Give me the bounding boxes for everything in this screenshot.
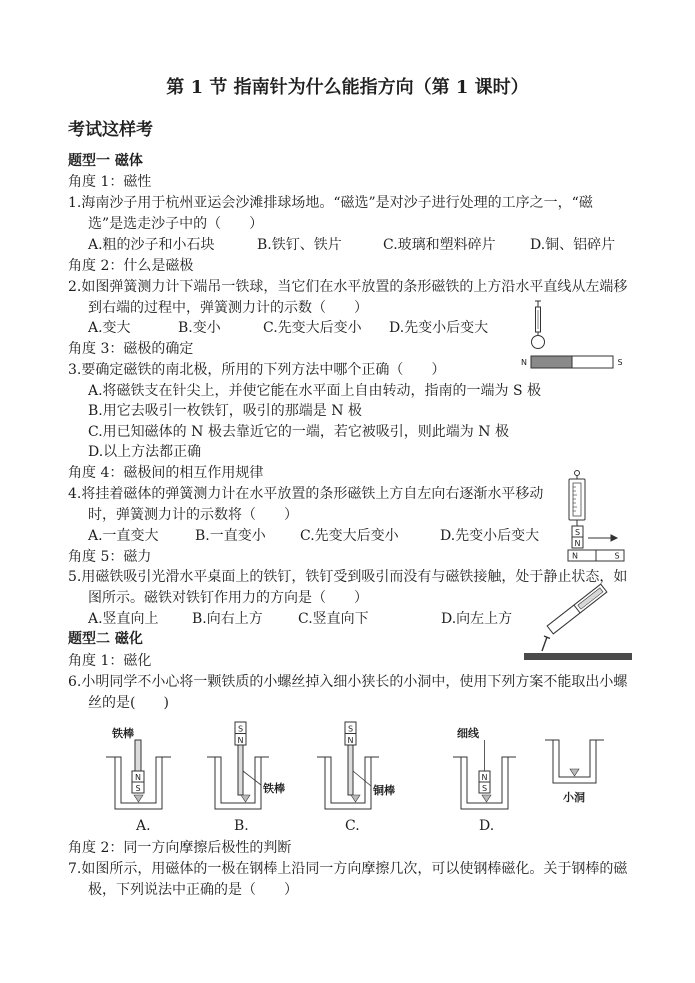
q7-angle: 角度 2：同一方向摩擦后极性的判断 [68,840,292,856]
q7-stem-line2: 极，下列说法中正确的是（ ） [88,882,298,898]
iron-nail [542,636,550,651]
move-right-arrow-icon [588,535,617,541]
q6-figure-c [317,722,395,809]
q1-option-b: B.铁钉、铁片 [257,237,342,253]
q2-angle: 角度 2：什么是磁极 [68,258,194,274]
q3-option-d: D.以上方法都正确 [88,444,202,460]
magnet-top-pole: S [237,724,244,734]
q2-figure [521,301,623,368]
q3-option-a: A.将磁铁支在针尖上，并使它能在水平面上自由转动，指南的一端为 S 极 [88,383,542,399]
q6-figure-hole [545,740,604,804]
q6-stem-line1: 6.小明同学不小心将一颗铁质的小螺丝掉入细小狭长的小洞中，使用下列方案不能取出小螺 [68,674,628,690]
q5-figure [524,584,632,660]
copper-rod [348,745,353,795]
magnet-top-pole: N [135,773,141,782]
screw [241,795,250,802]
q1-option-a: A.粗的沙子和小石块 [88,237,215,253]
iron-rod-label: 铁棒 [263,782,285,795]
q3-angle: 角度 3：磁极的确定 [68,341,194,357]
bar-magnet-right-pole: S [614,551,620,561]
iron-rod-label: 铁棒 [112,727,134,740]
copper-rod-label: 铜棒 [373,784,395,797]
q6-choice-d: D. [479,818,495,834]
q3-stem-line1: 3.要确定磁铁的南北极，所用的下列方法中哪个正确（ ） [68,362,446,378]
q4-stem-line1: 4.将挂着磁体的弹簧测力计在水平放置的条形磁铁上方自左向右逐渐水平移动 [68,486,544,502]
q6-choice-a: A. [136,818,151,834]
screw [351,795,360,802]
magnet-bottom-pole: N [347,736,354,745]
q5-stem-line2: 图所示。磁铁对铁钉作用力的方向是（ ） [88,590,368,606]
hanging-magnet-top-pole: S [574,528,581,537]
q1-stem-line2: 选”是选走沙子中的（ ） [88,216,264,232]
tilted-magnet [547,584,607,634]
q7-stem-line1: 7.如图所示，用磁体的一极在钢棒上沿同一方向摩擦几次，可以使钢棒磁化。关于钢棒的磁 [68,861,628,877]
q6-choice-c: C. [345,818,360,834]
q6-figure-b [207,722,285,809]
q5-option-b: B.向右上方 [192,611,263,627]
q2-stem-line2: 到右端的过程中，弹簧测力计的示数（ ） [88,300,368,316]
bar-magnet [531,356,613,368]
q1-option-d: D.铜、铝碎片 [530,237,616,253]
leader-line [353,771,371,786]
q5-angle: 角度 5：磁力 [68,549,152,565]
screw [570,769,579,776]
q6-figure-d [453,726,516,809]
q5-option-a: A.竖直向上 [88,611,159,627]
q4-option-a: A.一直变大 [88,528,159,544]
q6-stem-line2: 丝的是( ) [88,695,169,711]
magnet-pole-s-label: S [617,358,623,367]
screw [134,795,143,802]
q5-stem-line1: 5.用磁铁吸引光滑水平桌面上的铁钉，铁钉受到吸引而没有与磁铁接触，处于静止状态，如 [68,569,628,585]
iron-rod [135,740,141,771]
q1-stem-line1: 1.海南沙子用于杭州亚运会沙滩排球场地。“磁选”是对沙子进行处理的工序之一，“磁 [68,195,593,211]
q4-option-c: C.先变大后变小 [300,528,399,544]
q6-figures [106,722,604,809]
magnet-bottom-pole: S [135,784,141,793]
q2-option-b: B.变小 [178,320,221,336]
q4-option-d: D.先变小后变大 [440,528,540,544]
q6-figure-a [106,726,171,809]
spring-scale [535,301,541,336]
page-title: 第 1 节 指南针为什么能指方向（第 1 课时） [166,77,529,98]
magnet-top-pole: S [347,724,354,734]
magnet-pole-n-label: N [521,358,527,367]
section-title: 考试这样考 [68,120,153,140]
magnet-top-pole: N [481,773,488,782]
q1-angle: 角度 1：磁性 [68,174,152,190]
magnet-bottom-pole: N [237,736,244,745]
q1-option-c: C.玻璃和塑料碎片 [383,237,496,253]
q4-stem-line2: 时，弹簧测力计的示数将（ ） [88,507,298,523]
q5-option-d: D.向左上方 [441,611,513,627]
magnet-bottom-pole: S [481,784,488,793]
iron-ball [532,336,545,349]
type2-heading: 题型二 磁化 [68,631,143,647]
q2-option-a: A.变大 [88,320,131,336]
hanging-magnet-bottom-pole: N [574,539,581,548]
bar-magnet-left-pole: N [572,551,578,561]
spring-scale [569,471,585,527]
q4-figure [568,471,624,562]
q2-option-d: D.先变小后变大 [389,320,489,336]
screw [482,795,491,802]
q5-option-c: C.竖直向下 [298,611,369,627]
thread-label: 细线 [457,727,479,740]
leader-line [243,771,261,785]
table [524,653,632,660]
q4-angle: 角度 4：磁极间的相互作用规律 [68,465,264,481]
q2-option-c: C.先变大后变小 [263,320,362,336]
q3-option-c: C.用已知磁体的 N 极去靠近它的一端，若它被吸引，则此端为 N 极 [88,424,509,440]
q3-option-b: B.用它去吸引一枚铁钉，吸引的那端是 N 极 [88,403,362,419]
iron-rod [238,745,243,795]
q6-choice-b: B. [234,818,249,834]
small-hole-label: 小洞 [563,791,585,804]
q6-angle: 角度 1：磁化 [68,653,152,669]
type1-heading: 题型一 磁体 [68,153,143,169]
q2-stem-line1: 2.如图弹簧测力计下端吊一铁球，当它们在水平放置的条形磁铁的上方沿水平直线从左端移 [68,279,628,295]
q4-option-b: B.一直变小 [195,528,266,544]
